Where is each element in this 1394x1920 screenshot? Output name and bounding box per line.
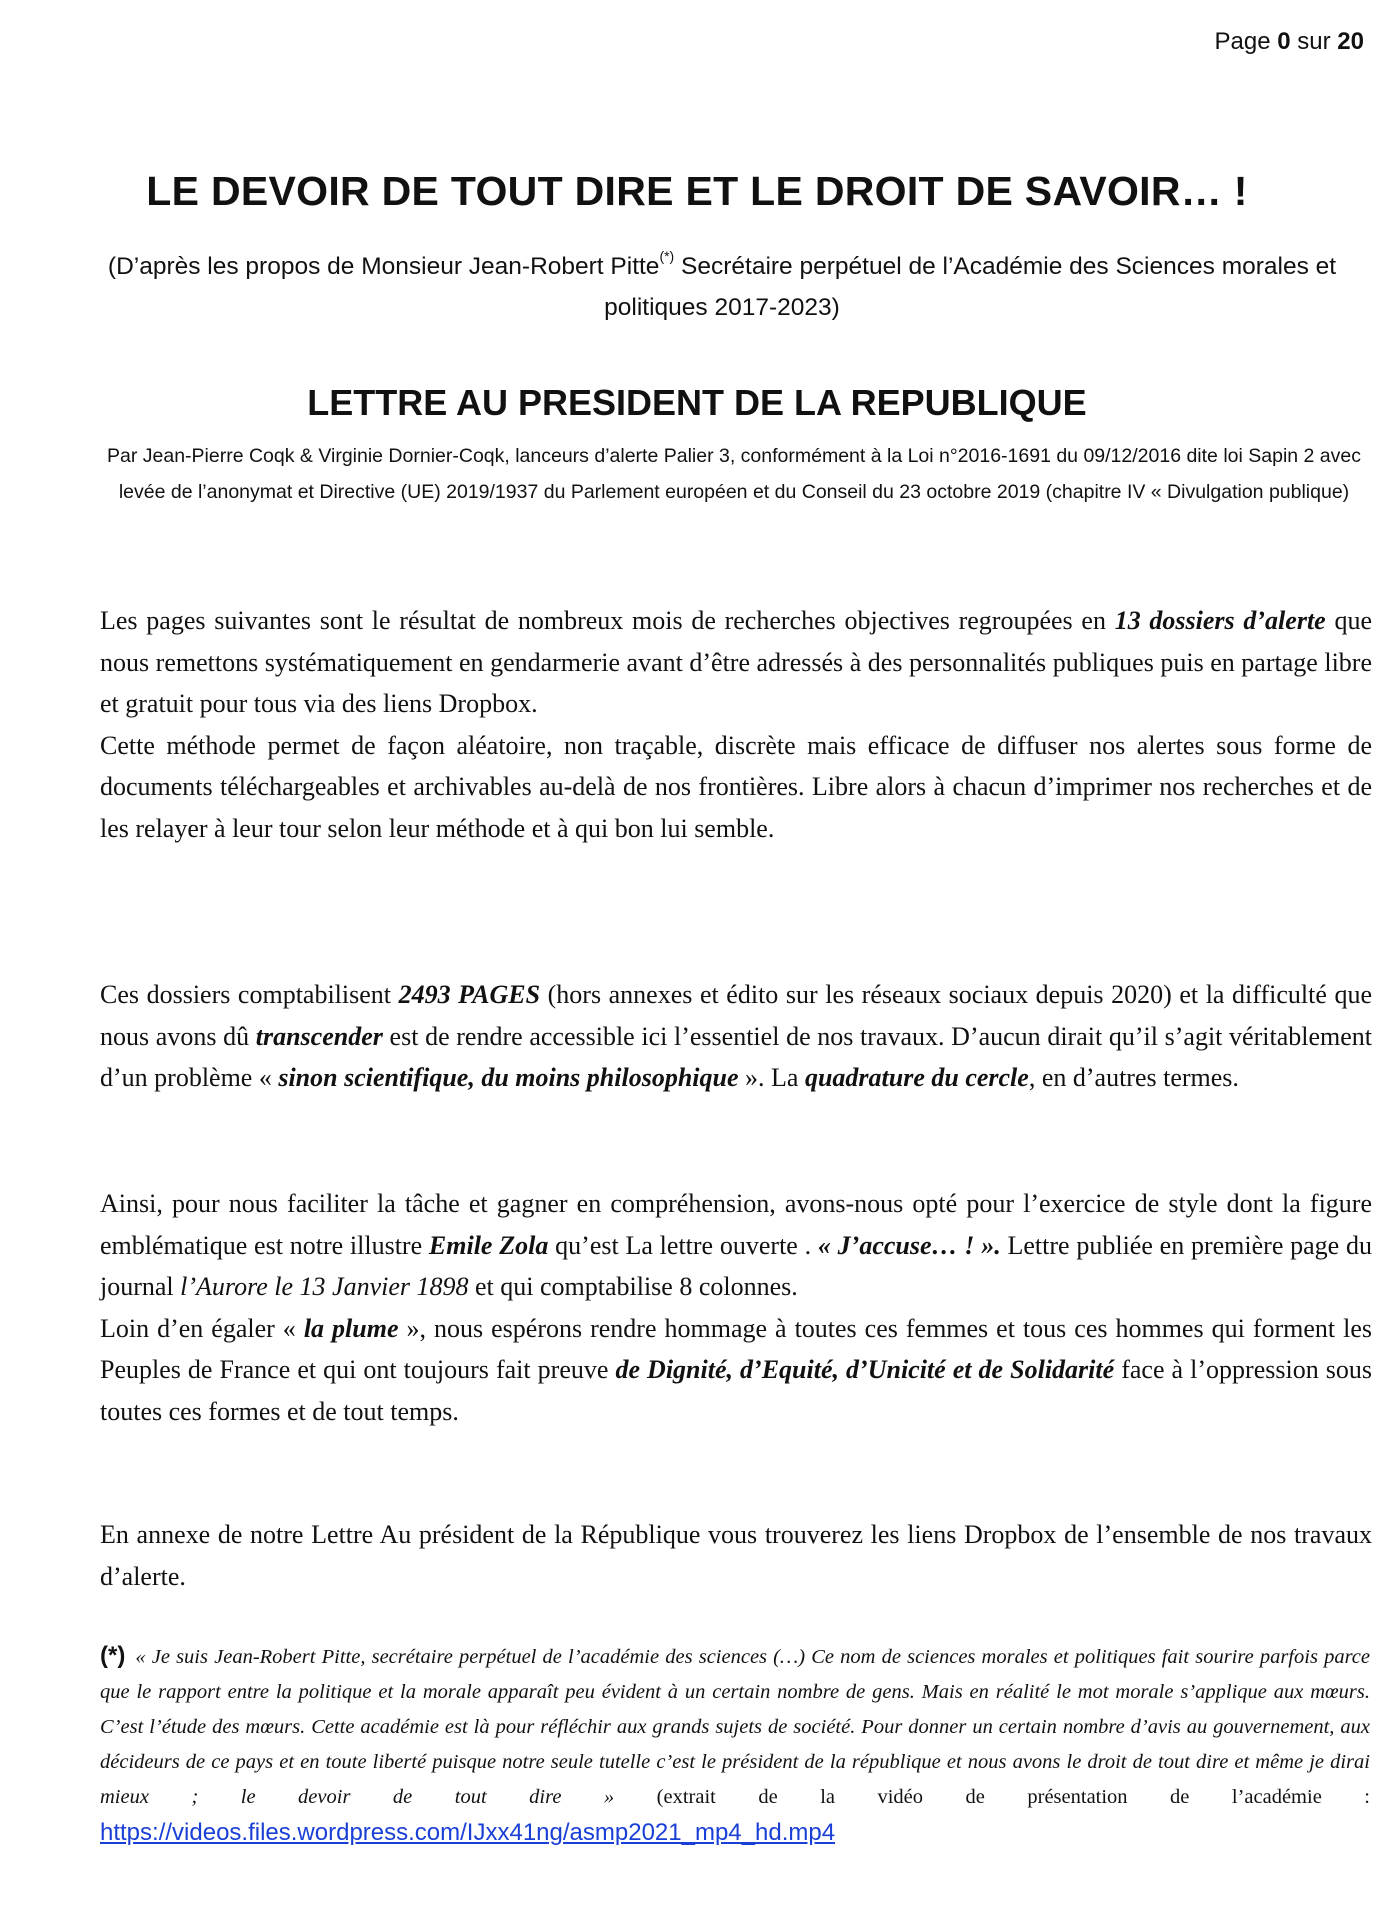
emphasis: de Dignité, d’Equité, d’Unicité et de Solidarité (615, 1355, 1115, 1384)
emphasis: « J’accuse… ! ». (817, 1230, 1001, 1260)
section-2 (100, 974, 1372, 1099)
text: Ces dossiers comptabilisent (100, 980, 399, 1009)
paragraph-3 (100, 974, 1372, 1099)
page-current: 0 (1277, 28, 1291, 55)
page-of-label: sur (1297, 28, 1331, 55)
section-3 (100, 1183, 1372, 1432)
footnote-source: (extrait de la vidéo de présentation de l’académie : (614, 1786, 1370, 1808)
section-4 (100, 1514, 1372, 1597)
emphasis: quadrature du cercle (804, 1063, 1029, 1092)
text: ». La (738, 1063, 805, 1092)
document-subtitle (95, 240, 1349, 328)
page-number (1215, 28, 1364, 56)
page-label: Page (1214, 28, 1271, 55)
subtitle-part-2: Secrétaire perpétuel de l’Académie des Sciences morales et politiques 2017-2023) (604, 253, 1337, 322)
text: Ainsi, pour nous faciliter la tâche et gagner en compréhension, avons-nous opté pour l’exercice de style dont la figure emblématique est notre illustre (100, 1189, 1372, 1260)
emphasis: transcender (255, 1021, 383, 1051)
document-title: LE DEVOIR DE TOUT DIRE ET LE DROIT DE SAVOIR… ! (146, 168, 1248, 214)
letter-title: LETTRE AU PRESIDENT DE LA REPUBLIQUE (307, 382, 1087, 423)
emphasis: 13 dossiers d’alerte (1114, 606, 1326, 635)
text: Lettre publiée en première page du journal (100, 1230, 1372, 1301)
footnote (100, 1638, 1370, 1852)
text: que nous remettons systématiquement en gendarmerie avant d’être adressés à des personnalités publiques puis en partage libre et gratuit pour tous via des liens Dropbox. (100, 606, 1372, 718)
text: qu’est La lettre ouverte . (548, 1230, 818, 1260)
text: Les pages suivantes sont le résultat de nombreux mois de recherches objectives regroupées en (100, 606, 1115, 635)
emphasis: Emile Zola (428, 1230, 549, 1260)
paragraph-5 (100, 1308, 1372, 1433)
text: », nous espérons rendre hommage à toutes ces femmes et tous ces hommes qui forment les Peuples de France et qui ont toujours fait preuve (100, 1313, 1373, 1384)
footnote-quote: « Je suis Jean-Robert Pitte, secrétaire perpétuel de l’académie des sciences (…) Ce nom de sciences morales et politiques fait sourire parfois parce que le rapport entre la politique et la morale apparaît peu évident à un certain nombre de gens. Mais en réalité le mot morale s’applique aux mœurs. C’est l’étude des mœurs. Cette académie est là pour réfléchir aux grands sujets de société. Pour donner un certain nombre d’avis au gouvernement, aux décideurs de ce pays et en toute liberté puisque notre seule tutelle c’est le président de la république et nous avons le droit de tout dire et même je dirai mieux ; le devoir de tout dire » (100, 1646, 1370, 1808)
emphasis: 2493 PAGES (398, 980, 541, 1009)
emphasis: la plume (303, 1313, 399, 1343)
text: face à l’oppression sous toutes ces formes et de tout temps. (100, 1355, 1372, 1426)
paragraph-1 (100, 600, 1372, 725)
subtitle-part-1: (D’après les propos de Monsieur Jean-Robert Pitte (107, 253, 660, 281)
emphasis: sinon scientifique, du moins philosophique (278, 1063, 739, 1092)
text: est de rendre accessible ici l’essentiel de nos travaux. D’aucun dirait qu’il s’agit véritablement d’un problème « (100, 1021, 1372, 1092)
text: (hors annexes et édito sur les réseaux sociaux depuis 2020) et la difficulté que nous avons dû (100, 980, 1372, 1051)
video-link[interactable]: https://videos.files.wordpress.com/IJxx41ng/asmp2021_mp4_hd.mp4 (100, 1819, 836, 1846)
intro-section (100, 600, 1372, 849)
page-total: 20 (1337, 28, 1364, 55)
footnote-marker: (*) (100, 1642, 126, 1669)
paragraph-4 (100, 1183, 1372, 1308)
paragraph-6: En annexe de notre Lettre Au président de la République vous trouverez les liens Dropbox de l’ensemble de nos travaux d’alerte. (100, 1520, 1372, 1591)
text: , en d’autres termes. (1028, 1063, 1239, 1092)
text: Loin d’en égaler « (100, 1313, 304, 1343)
text: et qui comptabilise 8 colonnes. (468, 1272, 798, 1301)
byline: Par Jean-Pierre Coqk & Virginie Dornier-Coqk, lanceurs d’alerte Palier 3, conformément à la Loi n°2016-1691 du 09/12/2016 dite loi Sapin 2 avec levée de l’anonymat et Directive (UE) 2019/1937 du Parlement européen et du Conseil du 23 octobre 2019 (chapitre IV « Divulgation publique) (107, 445, 1361, 503)
footnote-reference: (*) (659, 248, 675, 264)
italic-text: l’Aurore le 13 Janvier 1898 (180, 1272, 469, 1301)
paragraph-2: Cette méthode permet de façon aléatoire, non traçable, discrète mais efficace de diffuser nos alertes sous forme de documents téléchargeables et archivables au-delà de nos frontières. Libre alors à chacun d’imprimer nos recherches et de les relayer à leur tour selon leur méthode et à qui bon lui semble. (100, 730, 1372, 843)
